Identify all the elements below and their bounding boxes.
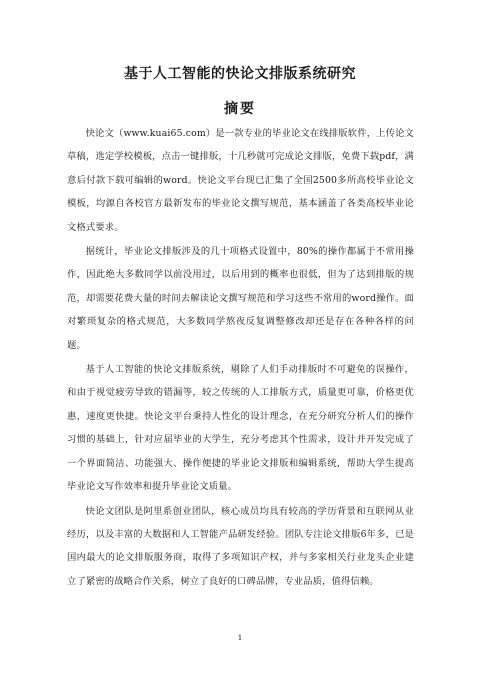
paragraph-statistics: 据统计，毕业论文排版涉及的几十项格式设置中，80%的操作都属于不常用操作，因此绝大多数同学以前没用过，以后用到的概率也很低，但为了达到排版的规范，却需要花费大量的时间去解读论文撰写规范和学习这些不常用的word操作。面对繁琐复杂的格式规范，大多数同学熬夜反复调整修改却还是存在各种各样的问题。 [67,246,414,351]
paragraph-team: 快论文团队是阿里系创业团队，核心成员均具有较高的学历背景和互联网从业经历，以及丰富的大数据和人工智能产品研发经验。团队专注论文排版6年多，已是国内最大的论文排版服务商，取得了多项知识产权，并与多家相关行业龙头企业建立了紧密的战略合作关系，树立了良好的口碑品牌，专业品质，值得信赖。 [67,505,414,587]
paragraph-intro: 快论文（www.kuai65.com）是一款专业的毕业论文在线排版软件，上传论文草稿，选定学校模板，点击一键排版，十几秒就可完成论文排版，免费下载pdf，满意后付款下载可编辑的word。快论文平台现已汇集了全国2500多所高校毕业论文模板，均源自各校官方最新发布的毕业论文撰写规范，基本涵盖了各类高校毕业论文格式要求。 [67,128,414,233]
document-title: 基于人工智能的快论文排版系统研究 [124,66,356,82]
paragraph-ai-system: 基于人工智能的快论文排版系统，剔除了人们手动排版时不可避免的误操作，和由于视觉疲劳导致的错漏等，较之传统的人工排版方式，质量更可靠，价格更优惠，速度更快捷。快论文平台秉持人性化的设计理念，在充分研究分析人们的操作习惯的基础上，针对应届毕业的大学生，充分考虑其个性需求，设计并开发完成了一个界面简洁、功能强大、操作便捷的毕业论文排版和编辑系统，帮助大学生提高毕业论文写作效率和提升毕业论文质量。 [67,364,414,493]
abstract-heading: 摘要 [224,101,256,117]
page-number: 1 [237,633,243,642]
abstract-body [67,122,414,593]
